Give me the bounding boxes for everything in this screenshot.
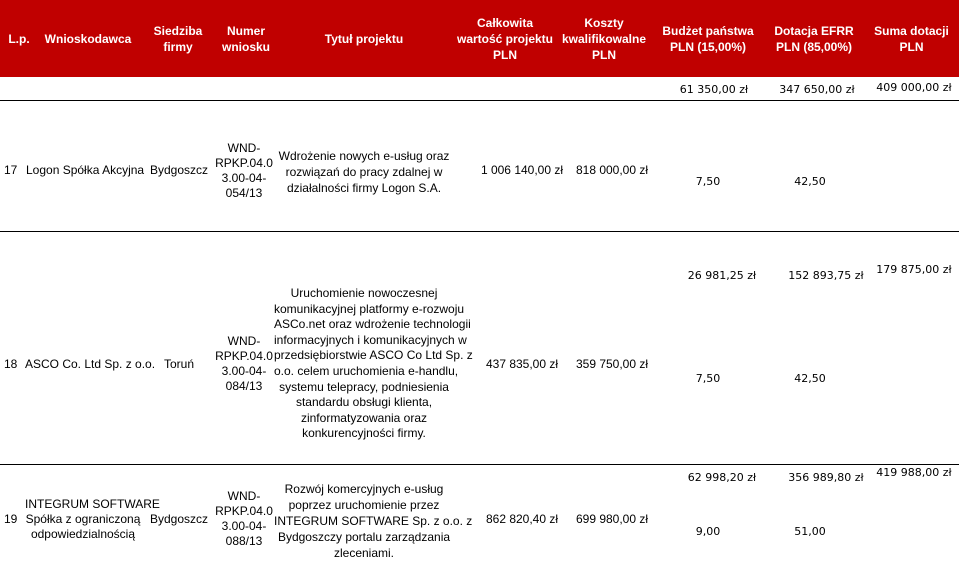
row-sum: 179 875,00 zł	[876, 263, 952, 276]
row-applicant: INTEGRUM SOFTWARE Spółka z ograniczoną odpowiedzialnością	[25, 497, 160, 541]
row-total-value: 862 820,40 zł	[485, 512, 559, 526]
header-lp: L.p.	[8, 31, 30, 46]
table-header	[0, 0, 959, 77]
header-total-value: Całkowita wartość projektu PLN	[456, 15, 554, 62]
row-number: WND- RPKP.04.0 3.00-04- 088/13	[215, 489, 273, 548]
row-applicant: ASCO Co. Ltd Sp. z o.o.	[25, 357, 156, 371]
header-state-budget: Budżet państwa PLN (15,00%)	[662, 23, 754, 54]
header-applicant: Wnioskodawca	[44, 31, 132, 46]
row-eligible-costs: 818 000,00 zł	[575, 163, 649, 177]
row-state-pct: 7,50	[695, 372, 721, 385]
top-efrr: 347 650,00 zł	[779, 83, 855, 96]
top-state-budget: 61 350,00 zł	[679, 83, 749, 96]
header-seat: Siedziba firmy	[153, 23, 203, 54]
row-efrr-pct: 42,50	[794, 175, 826, 188]
row-total-value: 1 006 140,00 zł	[480, 163, 564, 177]
row-state-budget: 62 998,20 zł	[687, 471, 757, 484]
row-state-pct: 9,00	[695, 525, 721, 538]
row-efrr: 356 989,80 zł	[788, 471, 864, 484]
row-efrr-pct: 42,50	[794, 372, 826, 385]
header-sum: Suma dotacji PLN	[874, 23, 949, 54]
header-title: Tytuł projektu	[324, 31, 404, 46]
row-seat: Bydgoszcz	[150, 512, 209, 526]
row-eligible-costs: 699 980,00 zł	[575, 512, 649, 526]
divider	[0, 100, 959, 101]
row-seat: Bydgoszcz	[150, 163, 209, 177]
row-title: Wdrożenie nowych e-usług oraz rozwiązań do pracy zdalnej w działalności firmy Logon S.A.	[278, 149, 450, 195]
row-sum: 419 988,00 zł	[876, 466, 952, 479]
row-title: Uruchomienie nowoczesnej komunikacyjnej platformy e-rozwoju ASCo.net oraz wdrożenie technologii informacyjnych i komunikacyjnych w przedsiębiorstwie ASCO Co Ltd Sp. z o.o. celem uruchomienia e-handlu, systemu telepracy, podniesienia standardu obsługi klienta, zinformatyzowania oraz konkurencyjności firmy.	[274, 286, 473, 441]
row-total-value: 437 835,00 zł	[485, 357, 559, 371]
row-efrr-pct: 51,00	[794, 525, 826, 538]
row-state-pct: 7,50	[695, 175, 721, 188]
divider	[0, 231, 959, 232]
divider	[0, 464, 959, 465]
row-seat: Toruń	[163, 357, 195, 371]
row-state-budget: 26 981,25 zł	[687, 269, 757, 282]
row-applicant: Logon Spółka Akcyjna	[26, 163, 145, 177]
row-title: Rozwój komercyjnych e-usług poprzez uruchomienie przez INTEGRUM SOFTWARE Sp. z o.o. z Bydgoszczy portalu zarządzania zleceniami.	[274, 482, 473, 560]
row-efrr: 152 893,75 zł	[788, 269, 864, 282]
header-efrr: Dotacja EFRR PLN (85,00%)	[774, 23, 854, 54]
row-lp: 18	[4, 357, 18, 371]
row-number: WND- RPKP.04.0 3.00-04- 054/13	[215, 141, 273, 200]
top-sum: 409 000,00 zł	[876, 81, 952, 94]
row-eligible-costs: 359 750,00 zł	[575, 357, 649, 371]
row-lp: 19	[4, 512, 18, 526]
header-eligible-costs: Koszty kwalifikowalne PLN	[561, 15, 647, 62]
row-number: WND- RPKP.04.0 3.00-04- 084/13	[215, 334, 273, 393]
row-lp: 17	[4, 163, 18, 177]
header-number: Numer wniosku	[221, 23, 270, 54]
